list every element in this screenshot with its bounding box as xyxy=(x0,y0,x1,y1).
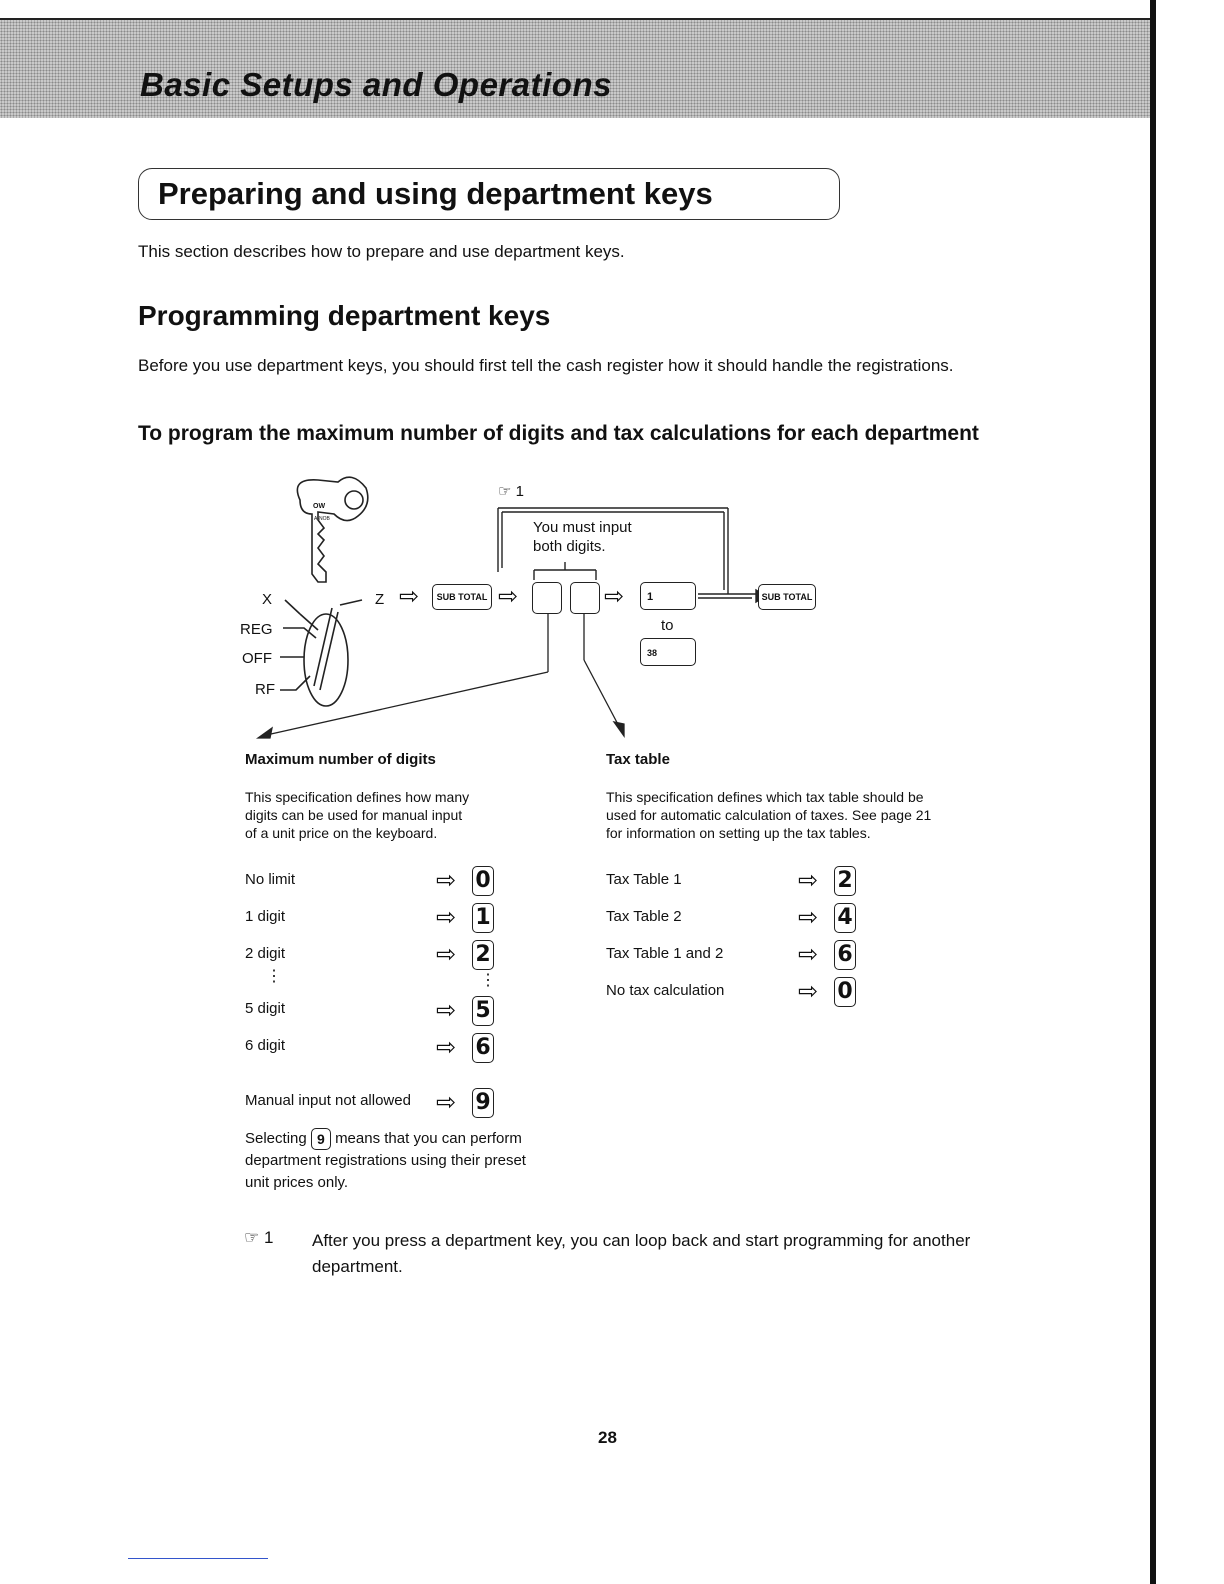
digit-key: 2 xyxy=(472,940,494,970)
tax-option-label: Tax Table 2 xyxy=(606,908,682,925)
arrow-icon: ⇨ xyxy=(436,903,457,931)
subsection-title: Programming department keys xyxy=(138,300,551,331)
tax-option-label: Tax Table 1 xyxy=(606,871,682,888)
digit-key: 4 xyxy=(834,903,856,933)
digit-key: 6 xyxy=(472,1033,494,1063)
tax-table-title: Tax table xyxy=(606,751,670,768)
arrow-icon: ⇨ xyxy=(436,940,457,968)
ellipsis-marker: ⋮ xyxy=(266,968,282,985)
selecting-note: Selecting 9 means that you can perform department registrations using their preset unit prices only. xyxy=(245,1130,526,1192)
digit-key: 2 xyxy=(834,866,856,896)
switch-off-label: OFF xyxy=(242,650,272,667)
department-key-last: 38 xyxy=(640,638,696,666)
digit-key: 5 xyxy=(472,996,494,1026)
arrow-icon: ⇨ xyxy=(604,582,625,610)
tax-table-description: This specification defines which tax table should be used for automatic calculation of taxes. See page 21 for information on setting up the tax tables. xyxy=(606,789,932,841)
arrow-icon: ⇨ xyxy=(798,977,819,1005)
switch-x-label: X xyxy=(262,591,273,608)
pointing-hand-icon: ☞ xyxy=(498,483,512,500)
department-key-first: 1 xyxy=(640,582,696,610)
tax-option-label: Tax Table 1 and 2 xyxy=(606,945,724,962)
key-label: OW xyxy=(313,503,326,510)
section-title: Preparing and using department keys xyxy=(158,176,713,211)
max-digits-option-label: No limit xyxy=(245,871,296,888)
footnote-text: After you press a department key, you can loop back and start programming for another department. xyxy=(312,1231,971,1276)
tax-option-label: No tax calculation xyxy=(606,982,725,999)
max-digits-description: This specification defines how many digits can be used for manual input of a unit price on the keyboard. xyxy=(245,789,470,841)
intro-text: This section describes how to prepare and use department keys. xyxy=(138,242,625,261)
arrow-icon: ⇨ xyxy=(436,866,457,894)
arrow-icon: ⇨ xyxy=(399,582,420,610)
max-digits-option-label: 1 digit xyxy=(245,908,286,925)
ellipsis-marker: ⋮ xyxy=(480,972,496,989)
leader-lines xyxy=(258,612,624,738)
bottom-rule xyxy=(128,1558,268,1559)
arrow-icon: ⇨ xyxy=(498,582,519,610)
mode-switch-icon xyxy=(280,600,362,706)
arrow-icon: ⇨ xyxy=(798,866,819,894)
manual-input-label: Manual input not allowed xyxy=(245,1092,411,1109)
digit-input-box-1 xyxy=(532,582,562,614)
procedure-title: To program the maximum number of digits and tax calculations for each department xyxy=(138,422,979,445)
digit-key: 9 xyxy=(472,1088,494,1118)
arrow-icon: ⇨ xyxy=(798,940,819,968)
digit-key: 9 xyxy=(311,1128,331,1150)
register-key-icon xyxy=(297,477,367,582)
switch-rf-label: RF xyxy=(255,681,275,698)
subtotal-key: SUB TOTAL xyxy=(432,584,492,610)
header-title: Basic Setups and Operations xyxy=(140,66,612,103)
digit-key: 1 xyxy=(472,903,494,933)
max-digits-option-label: 5 digit xyxy=(245,1000,286,1017)
max-digits-option-label: 6 digit xyxy=(245,1037,286,1054)
digit-key: 0 xyxy=(834,977,856,1007)
max-digits-option-label: 2 digit xyxy=(245,945,286,962)
footnote: ☞ 1 xyxy=(244,1228,274,1247)
note-ref-marker: ☞ 1 xyxy=(498,483,524,500)
arrow-icon: ⇨ xyxy=(436,1033,457,1061)
digit-key: 0 xyxy=(472,866,494,896)
pointing-hand-icon: ☞ xyxy=(244,1228,260,1247)
key-sublabel: A-NOB xyxy=(314,516,330,522)
max-digits-title: Maximum number of digits xyxy=(245,751,436,768)
digit-key: 6 xyxy=(834,940,856,970)
page-number: 28 xyxy=(598,1428,617,1447)
subsection-text: Before you use department keys, you should first tell the cash register how it should handle the registrations. xyxy=(138,356,954,375)
switch-reg-label: REG xyxy=(240,621,273,638)
arrow-icon: ⇨ xyxy=(436,1088,457,1116)
loop-arrow xyxy=(698,590,766,602)
callout-text: You must input both digits. xyxy=(533,519,632,555)
arrow-icon: ⇨ xyxy=(436,996,457,1024)
digit-input-box-2 xyxy=(570,582,600,614)
arrow-icon: ⇨ xyxy=(798,903,819,931)
to-label: to xyxy=(661,617,674,634)
subtotal-key: SUB TOTAL xyxy=(758,584,816,610)
switch-z-label: Z xyxy=(375,591,385,608)
